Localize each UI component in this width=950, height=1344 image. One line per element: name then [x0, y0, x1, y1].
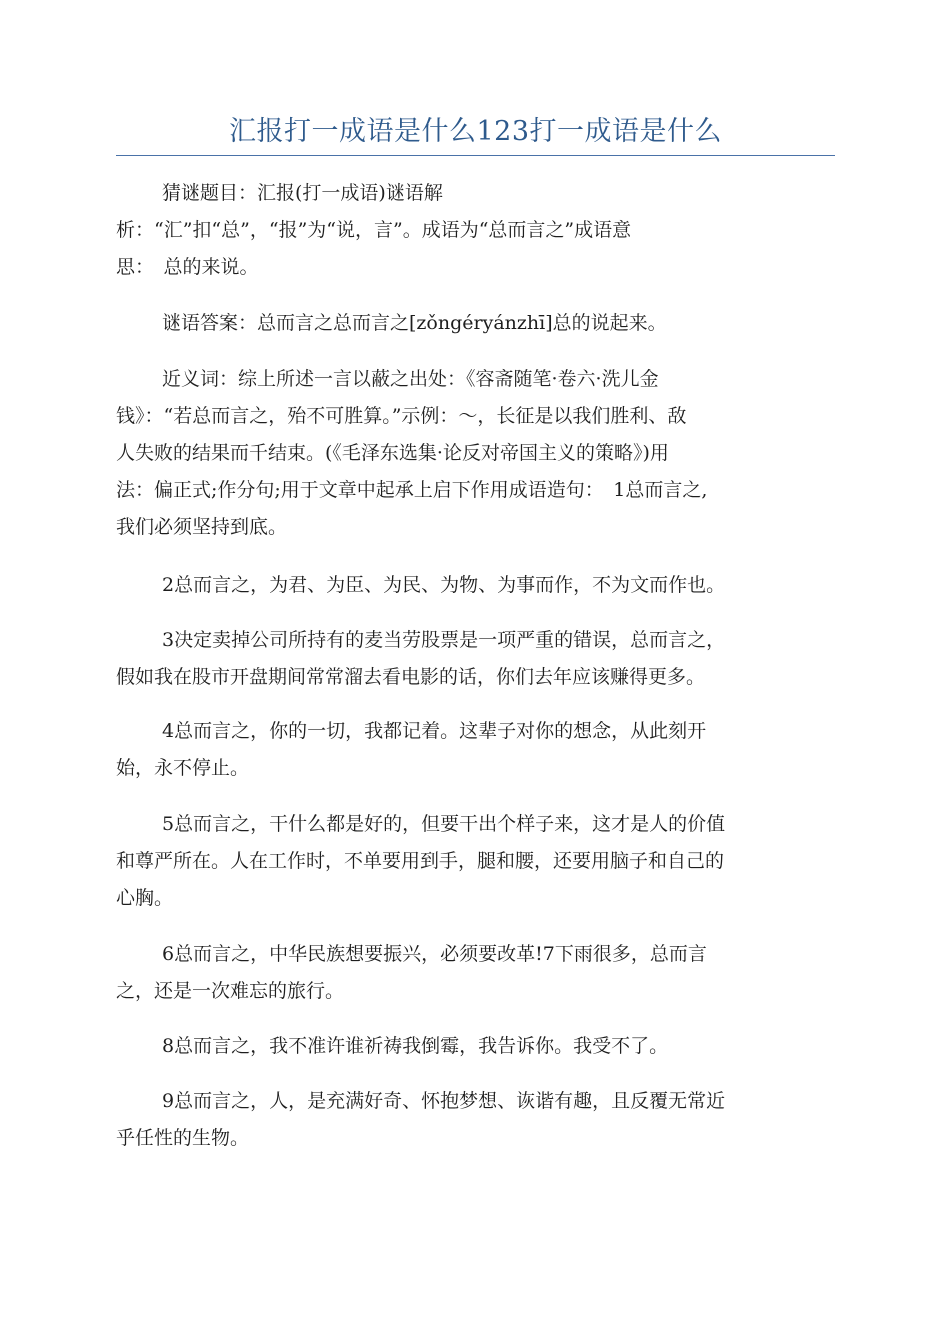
title-underline	[116, 155, 835, 156]
paragraph-line: 人失败的结果而千结束。(《毛泽东选集·论反对帝国主义的策略》)用	[116, 442, 669, 464]
paragraph-line: 5总而言之，干什么都是好的，但要干出个样子来，这才是人的价值	[162, 813, 726, 835]
paragraph-line: 析：“汇”扣“总”，“报”为“说，言”。成语为“总而言之”成语意	[116, 219, 632, 241]
paragraph-line: 乎任性的生物。	[116, 1127, 250, 1149]
paragraph-line: 法：偏正式;作分句;用于文章中起承上启下作用成语造句： 1总而言之,	[116, 479, 708, 501]
paragraph-riddle-answer	[116, 305, 835, 342]
paragraph-line: 始，永不停止。	[116, 757, 250, 779]
paragraph-line: 思： 总的来说。	[116, 256, 259, 278]
paragraph-line: 之，还是一次难忘的旅行。	[116, 980, 345, 1002]
paragraph-line: 3决定卖掉公司所持有的麦当劳股票是一项严重的错误，总而言之，	[162, 629, 726, 651]
paragraph-example-9	[116, 1083, 835, 1157]
paragraph-example-4	[116, 713, 835, 787]
paragraph-example-2	[116, 567, 835, 604]
paragraph-line: 2总而言之，为君、为臣、为民、为物、为事而作，不为文而作也。	[162, 574, 726, 596]
paragraph-line: 我们必须坚持到底。	[116, 516, 288, 538]
paragraph-line: 4总而言之，你的一切，我都记着。这辈子对你的想念，从此刻开	[162, 720, 707, 742]
paragraph-synonyms	[116, 361, 835, 546]
paragraph-line: 谜语答案：总而言之总而言之[zǒngéryánzhī]总的说起来。	[162, 312, 667, 334]
document-title: 汇报打一成语是什么123打一成语是什么	[228, 116, 723, 147]
paragraph-line: 近义词：综上所述一言以蔽之出处：《容斋随笔·卷六·洗儿金	[162, 368, 659, 390]
paragraph-line: 假如我在股市开盘期间常常溜去看电影的话，你们去年应该赚得更多。	[116, 666, 706, 688]
paragraph-line: 8总而言之，我不准许谁祈祷我倒霉，我告诉你。我受不了。	[162, 1035, 669, 1057]
paragraph-line: 猜谜题目：汇报(打一成语)谜语解	[162, 182, 443, 204]
paragraph-riddle-question	[116, 175, 835, 286]
paragraph-example-5	[116, 806, 835, 917]
paragraph-line: 钱》：“若总而言之，殆不可胜算。”示例：～，长征是以我们胜利、敌	[116, 405, 687, 427]
paragraph-line: 心胸。	[116, 887, 174, 909]
paragraph-example-6-7	[116, 936, 835, 1010]
paragraph-example-8	[116, 1028, 835, 1065]
paragraph-line: 和尊严所在。人在工作时，不单要用到手，腿和腰，还要用脑子和自己的	[116, 850, 725, 872]
paragraph-example-3	[116, 622, 835, 696]
paragraph-line: 9总而言之，人，是充满好奇、怀抱梦想、诙谐有趣，且反覆无常近	[162, 1090, 726, 1112]
paragraph-line: 6总而言之，中华民族想要振兴，必须要改革!7下雨很多，总而言	[162, 943, 707, 965]
